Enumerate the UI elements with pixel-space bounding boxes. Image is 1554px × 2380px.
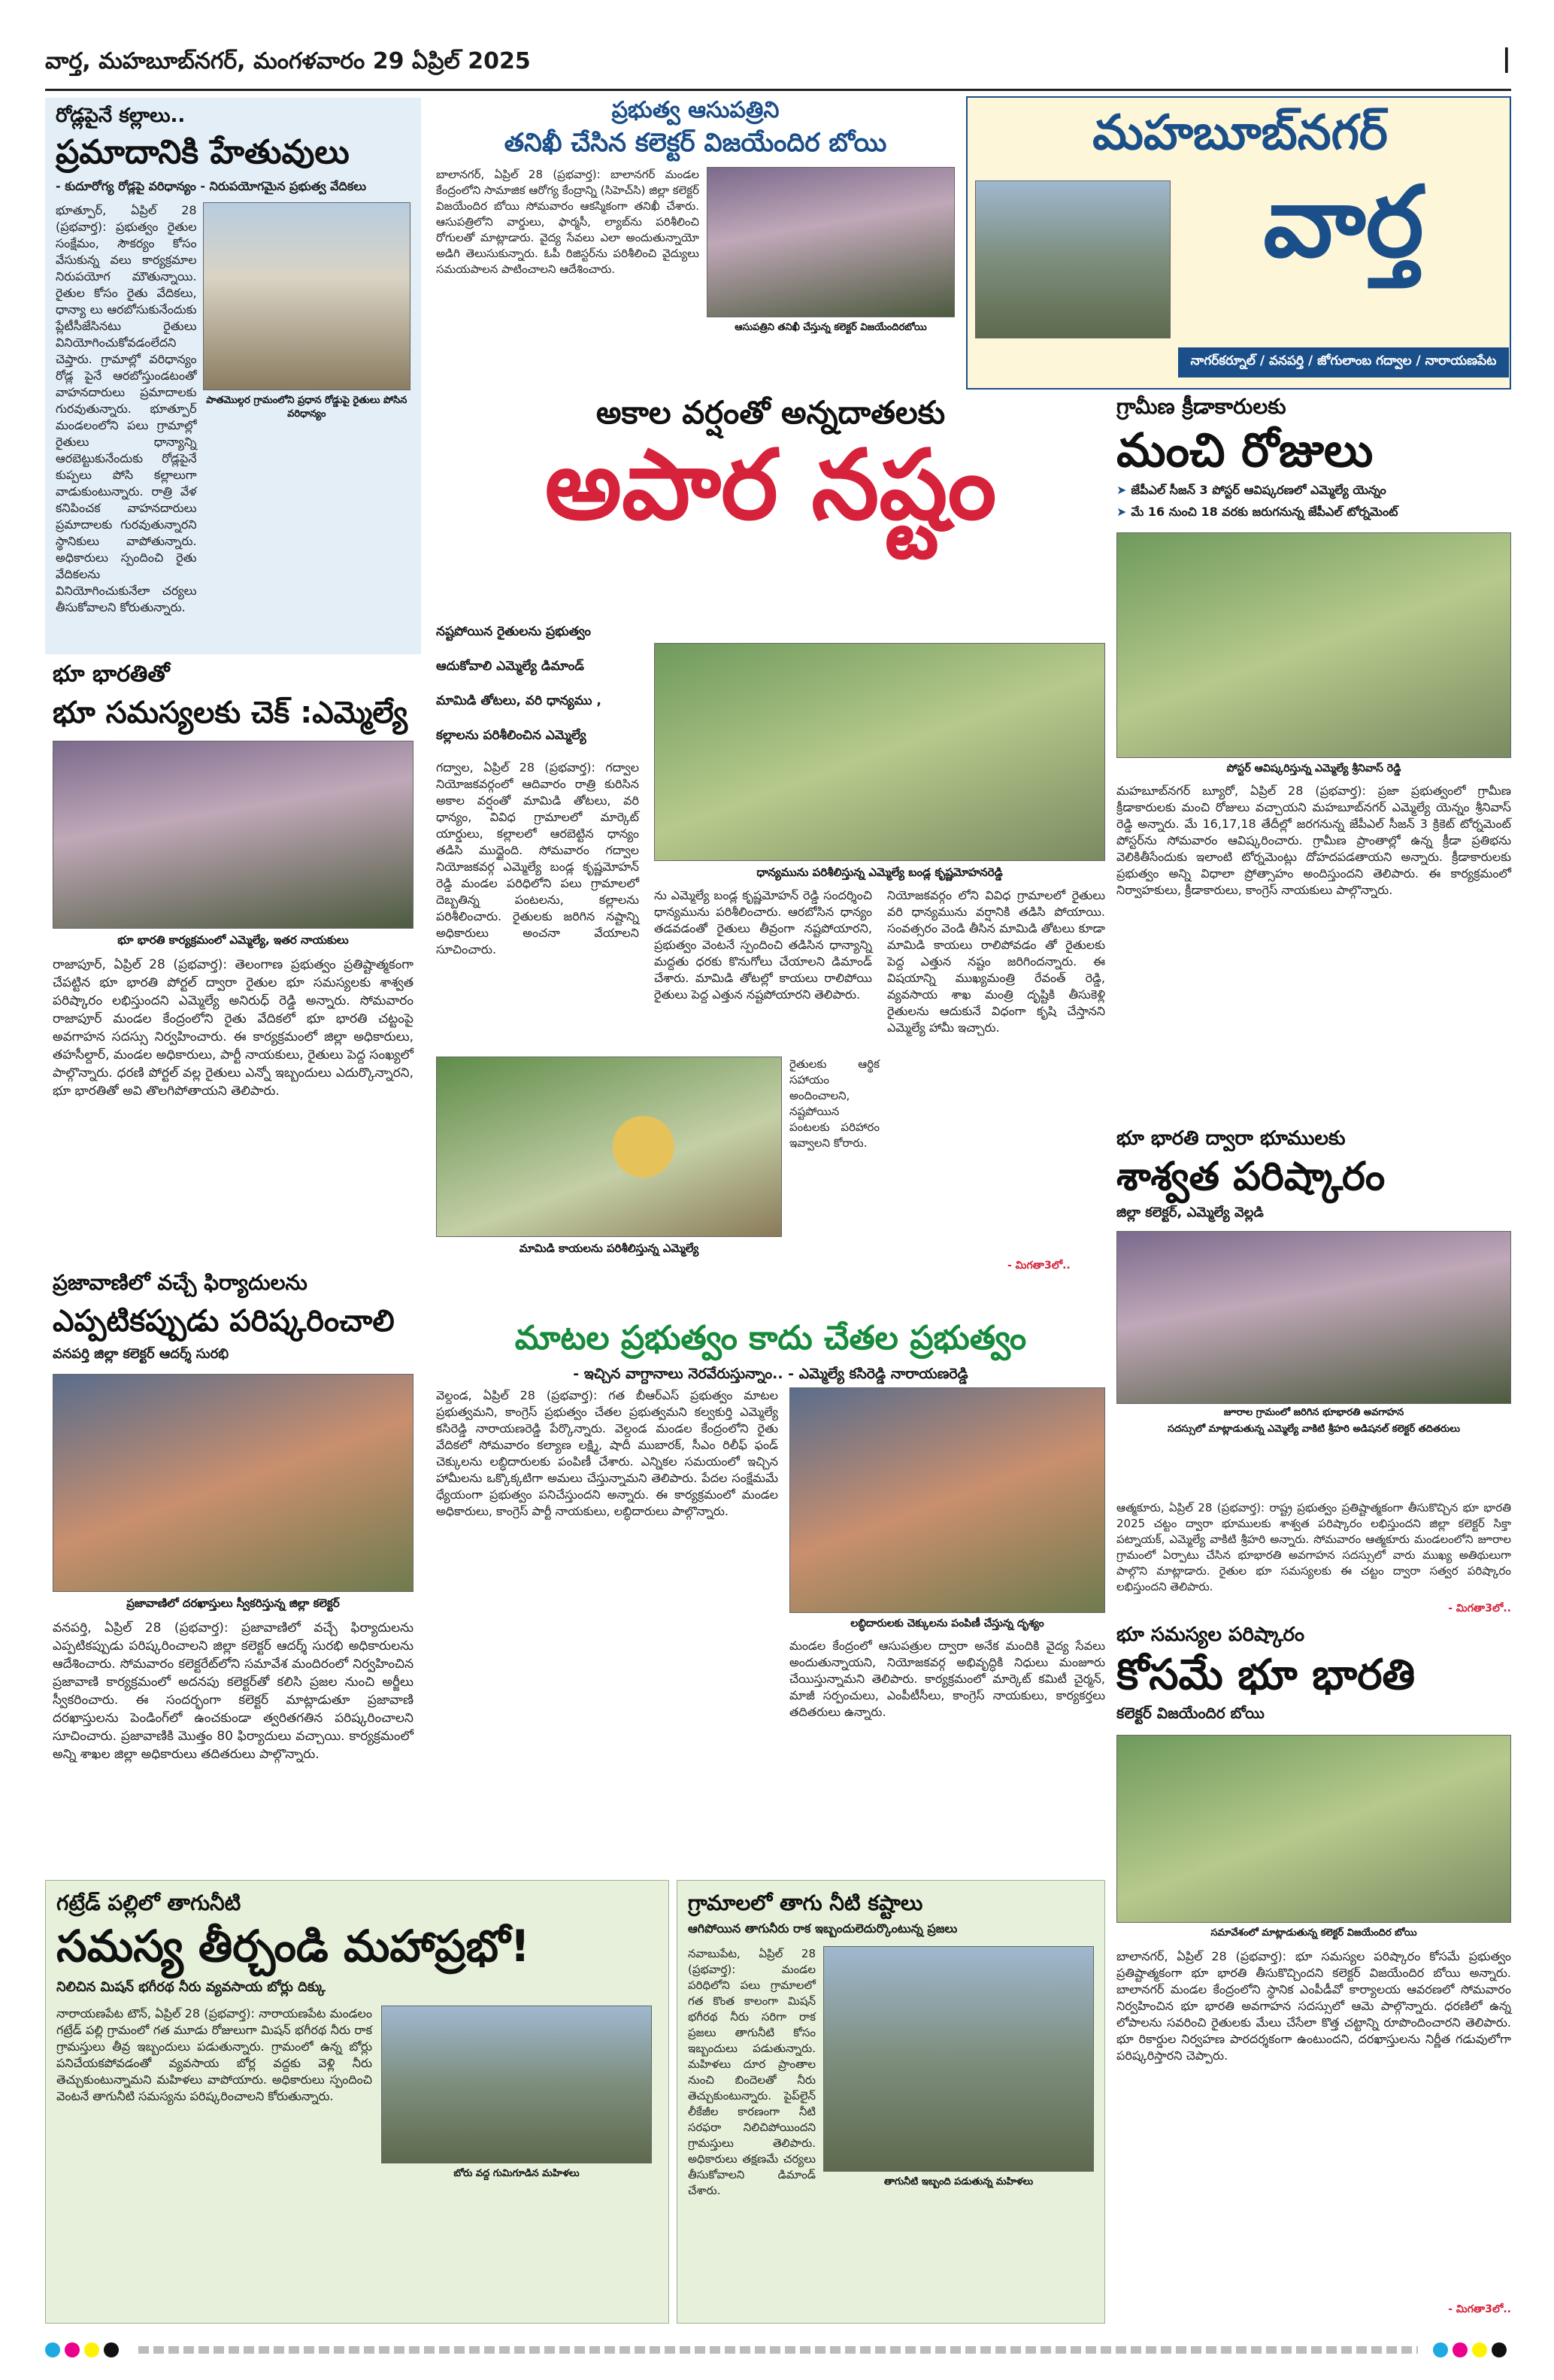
villages-photo	[823, 1946, 1094, 2172]
govt-photo	[789, 1387, 1105, 1613]
sports-bullet-1-text: జేపీఎల్ సీజన్ 3 పోస్టర్ ఆవిష్కరణలో ఎమ్మెల్యే యెన్నం	[1131, 483, 1386, 498]
permanent-body: ఆత్మకూరు, ఏప్రిల్ 28 (ప్రభవార్త): రాష్ట్ర ప్రభుత్వం ప్రతిష్టాత్మకంగా తీసుకొచ్చిన భూ భారతి 2025 చట్టం ద్వారా భూములకు శాశ్వత పరిష్కారం లభిస్తుందని జిల్లా కలెక్టర్ సిక్తా పట్నాయక్, ఎమ్మెల్యే వాకిటి శ్రీహరి అన్నారు. సోమవారం ఆత్మకూరు మండలంలోని జూరాల గ్రామంలో ఏర్పాటు చేసిన భూభారతి అవగాహన సదస్సులో వారు ముఖ్య అతిథులుగా పాల్గొని మాట్లాడారు. రైతుల భూ సమస్యలకు ఈ చట్టం ద్వారా సత్వర పరిష్కారం లభిస్తుందని తెలిపారు.	[1116, 1501, 1511, 1593]
roads-kicker: రోడ్లపైనే కల్లాలు..	[56, 105, 186, 127]
sports-photo	[1116, 532, 1511, 758]
bhubharati-caption: భూ భారతి కార్యక్రమంలో ఎమ్మెల్యే, ఇతర నాయకులు	[117, 932, 349, 947]
footer-bar	[45, 2339, 1511, 2361]
rain-body-1: గద్వాల, ఏప్రిల్ 28 (ప్రభవార్త): గద్వాల నియోజకవర్గంలో ఆదివారం రాత్రి కురిసిన అకాల వర్షంతో మామిడి తోటలు, వరి ధాన్యం, వివిధ గ్రామాలలో మార్కెట్ యార్డులు, కల్లాలలో ఆరబెట్టిన ధాన్యం తడిసి ముద్దైంది. సోమవారం గద్వాల నియోజకవర్గ ఎమ్మెల్యే బండ్ల కృష్ణమోహన్ రెడ్డి మండల పరిధిలోని పలు గ్రామాలలో దెబ్బతిన్న పంటలను, కల్లాలను పరిశీలించారు. రైతులకు జరిగిన నష్టాన్ని అధికారులు అంచనా వేయాలని సూచించారు.	[436, 760, 639, 957]
hospital-story	[436, 98, 955, 384]
govt-caption: లబ్ధిదారులకు చెక్కులను పంపిణీ చేస్తున్న దృశ్యం	[850, 1617, 1044, 1630]
roads-body: భూత్పూర్, ఏప్రిల్ 28 (ప్రభవార్త): ప్రభుత్వం రైతుల సంక్షేమం, సౌకర్యం కోసం వేసుకున్న వలు కార్యక్రమాల నిరుపయోగ మౌతున్నాయి. రైతుల కోసం రైతు వేదికలు, ధాన్యా లు ఆరబోసుకునేందుకు ప్లేటీసీజేసినటు రైతులు వినియోగించుకోవడంలేదని చెప్తారు. గ్రామాల్లో వరిధాన్యం రోడ్ల పైనే ఆరబోస్తుండటంతో వాహనదారులు ప్రమాదాలకు గురవుతున్నారు. భూత్పూర్ మండలంలోని పలు గ్రామాల్లో రైతులు ధాన్యాన్ని ఆరబెట్టుకునేందుకు రోడ్లపైనే కుప్పలు పోసి కల్లాలుగా వాడుకుంటున్నారు. రాత్రి వేళ కనిపించక వాహనదారులు ప్రమాదాలకు గురవుతున్నారని స్థానికులు వాపోతున్నారు. అధికారులు స్పందించి రైతు వేదికలను వినియోగించుకునేలా చర్యలు తీసుకోవాలని కోరుతున్నారు.	[56, 203, 197, 615]
prajavani-photo	[53, 1374, 413, 1592]
roads-photo	[203, 202, 410, 390]
roads-story	[45, 98, 421, 654]
sports-story	[1116, 395, 1511, 1132]
registration-dot-black	[104, 2342, 119, 2357]
kosame-caption: సమావేశంలో మాట్లాడుతున్న కలెక్టర్ విజయేందిర బోయి	[1210, 1927, 1417, 1939]
hospital-headline: తనిఖీ చేసిన కలెక్టర్ విజయేందిర బోయి	[504, 127, 887, 158]
sports-headline: మంచి రోజులు	[1116, 423, 1374, 478]
hospital-body: బాలానగర్, ఏప్రిల్ 28 (ప్రభవార్త): బాలానగర్ మండల కేంద్రంలోని సామాజిక ఆరోగ్య కేంద్రాన్ని (సిహెచ్‌సి) జిల్లా కలెక్టర్ విజయేందిర బోయి సోమవారం ఆకస్మికంగా తనిఖీ చేశారు. ఆసుపత్రిలోని వార్డులు, ఫార్మసీ, ల్యాబ్‌ను పరిశీలించి రోగులతో మాట్లాడారు. వైద్య సేవలు ఎలా అందుతున్నాయో అడిగి తెలుసుకున్నారు. ఓపీ రిజిస్టర్‌ను పరిశీలించి వైద్యులు సమయపాలన పాటించాలని ఆదేశించారు.	[436, 167, 699, 276]
permanent-caption-top: జూరాల గ్రామంలో జరిగిన భూభారతి అవగాహన	[1223, 1406, 1404, 1418]
permanent-subhead: జిల్లా కలెక్టర్, ఎమ్మెల్యే వెల్లడి	[1116, 1204, 1264, 1220]
permanent-photo	[1116, 1231, 1511, 1404]
bhubharati-body: రాజాపూర్, ఏప్రిల్ 28 (ప్రభవార్త): తెలంగాణ ప్రభుత్వం ప్రతిష్టాత్మకంగా చేపట్టిన భూ భారతి పోర్టల్ ద్వారా రైతుల భూ సమస్యలకు శాశ్వత పరిష్కారం లభిస్తుందని ఎమ్మెల్యే అనిరుధ్ రెడ్డి అన్నారు. సోమవారం రాజాపూర్ మండల కేంద్రంలోని రైతు వేదికలో భూ భారతి చట్టంపై అవగాహన సదస్సు నిర్వహించారు. ఈ కార్యక్రమంలో జిల్లా అధికారులు, తహసీల్దార్, మండల అధికారులు, పార్టీ నాయకులు, రైతులు పెద్ద సంఖ్యలో పాల్గొన్నారు. ధరణి పోర్టల్ వల్ల రైతులు ఎన్నో ఇబ్బందులు ఎదుర్కొన్నారని, భూ భారతితో అవి తొలగిపోతాయని తెలిపారు.	[53, 957, 413, 1099]
permanent-story	[1116, 1128, 1511, 1504]
hospital-caption: ఆసుపత్రిని తనిఖీ చేస్తున్న కలెక్టర్ విజయేందిరబోయి	[735, 321, 927, 333]
kosame-subhead: కలెక్టర్ విజయేందిర బోయి	[1116, 1704, 1265, 1723]
registration-dot-cyan	[1433, 2342, 1448, 2357]
sports-caption: పోస్టర్ ఆవిష్కరిస్తున్న ఎమ్మెల్యే శ్రీనివాస్ రెడ్డి	[1226, 763, 1401, 775]
dateline: వార్త, మహబూబ్‌నగర్, మంగళవారం 29 ఏప్రిల్ 2025	[45, 48, 531, 74]
rain-body-4: రైతులకు ఆర్థిక సహాయం అందించాలని, నష్టపోయిన పంటలకు పరిహారం ఇవ్వాలని కోరారు.	[789, 1057, 880, 1150]
sports-kicker: గ్రామీణ క్రీడాకారులకు	[1116, 394, 1286, 419]
permanent-kicker: భూ భారతి ద్వారా భూములకు	[1116, 1127, 1346, 1150]
gattred-subhead: నిలిచిన మిషన్ భగీరథ నీరు వ్యవసాయ బోర్లు దిక్కు	[56, 1978, 326, 1995]
rain-body-3: నియోజకవర్గం లోని వివిధ గ్రామాలలో రైతులు వరి ధాన్యమును వర్షానికి తడిసి పోయాయి. సంవత్సరం వెండి తీసిన మామిడి తోటలు కూడా మామిడి కాయలు రాలిపోవడం తో రైతులకు పెద్ద ఎత్తున నష్టం జరిగిందన్నారు. ఈ విషయాన్ని ముఖ్యమంత్రి రేవంత్ రెడ్డి, వ్యవసాయ శాఖ మంత్రి దృష్టికి తీసుకెళ్లి రైతులను ఆదుకునే విధంగా కృషి చేస్తానని ఎమ్మెల్యే హామీ ఇచ్చారు.	[887, 888, 1105, 1035]
villages-caption: తాగునీటి ఇబ్బంది పడుతున్న మహిళలు	[883, 2176, 1034, 2188]
roads-subhead: - కుదూరోగ్య రోడ్లపై వరిధాన్యం - నిరుపయోగమైన ప్రభుత్వ వేదికలు	[56, 179, 367, 194]
footer-rule	[138, 2346, 1418, 2354]
govt-body-2: మండల కేంద్రంలో ఆసుపత్రుల ద్వారా అనేక మందికి వైద్య సేవలు అందుతున్నాయని, నియోజకవర్గ అభివృద్ధికి నిధులు మంజూరు చేయిస్తున్నామని తెలిపారు. కార్యక్రమంలో మార్కెట్ కమిటీ చైర్మన్, మాజీ సర్పంచులు, ఎంపీటీసీలు, కాంగ్రెస్ నాయకులు, కార్యకర్తలు తదితరులు ఉన్నారు.	[789, 1639, 1105, 1719]
bullet-icon: ➤	[1116, 505, 1127, 520]
kosame-continued: - మిగతా3లో..	[1448, 2303, 1511, 2315]
bullet-icon: ➤	[1116, 483, 1127, 498]
rain-deck-1: నష్టపోయిన రైతులను ప్రభుత్వం	[436, 624, 591, 639]
color-registration-right	[1433, 2342, 1511, 2357]
rain-headline: అపార నష్టం	[544, 429, 997, 542]
kosame-headline: కోసమే భూ భారతి	[1116, 1650, 1416, 1699]
sports-body: మహబూబ్‌నగర్ బ్యూరో, ఏప్రిల్ 28 (ప్రభవార్త): ప్రజా ప్రభుత్వంలో గ్రామీణ క్రీడాకారులకు మంచి రోజులు వచ్చాయని మహబూబ్‌నగర్ ఎమ్మెల్యే యెన్నం శ్రీనివాస్ రెడ్డి అన్నారు. మే 16,17,18 తేదీల్లో జరగనున్న జేపీఎల్ సీజన్ 3 క్రికెట్ టోర్నమెంట్ పోస్టర్‌ను సోమవారం ఆవిష్కరించారు. గ్రామీణ ప్రాంతాల్లో ఉన్న క్రీడా ప్రతిభను వెలికితీసేందుకు ఇలాంటి టోర్నమెంట్లు దోహదపడతాయని అన్నారు. క్రీడాకారులకు ప్రభుత్వం అన్ని విధాలా ప్రోత్సాహం అందిస్తుందని తెలిపారు. ఈ కార్యక్రమంలో నిర్వాహకులు, క్రీడాకారులు, కాంగ్రెస్ నాయకులు పాల్గొన్నారు.	[1116, 784, 1511, 898]
prajavani-body: వనపర్తి, ఏప్రిల్ 28 (ప్రభవార్త): ప్రజావాణిలో వచ్చే ఫిర్యాదులను ఎప్పటికప్పుడు పరిష్కరించాలని జిల్లా కలెక్టర్ ఆదర్శ్ సురభి అధికారులను ఆదేశించారు. సోమవారం కలెక్టరేట్‌లోని సమావేశ మందిరంలో నిర్వహించిన ప్రజావాణి కార్యక్రమంలో అదనపు కలెక్టర్‌తో కలిసి ప్రజల నుంచి అర్జీలు స్వీకరించారు. ఈ సందర్భంగా కలెక్టర్ మాట్లాడుతూ ప్రజావాణి దరఖాస్తులను పెండింగ్‌లో ఉంచకుండా త్వరితగతిన పరిష్కరించాలని సూచించారు. ప్రజావాణికి మొత్తం 80 ఫిర్యాదులు వచ్చాయి. కార్యక్రమంలో అన్ని శాఖల జిల్లా అధికారులు తదితరులు పాల్గొన్నారు.	[53, 1621, 413, 1763]
govt-subhead: - ఇచ్చిన వాగ్దానాలు నెరవేరుస్తున్నాం.. - ఎమ్మెల్యే కసిరెడ్డి నారాయణరెడ్డి	[573, 1365, 968, 1382]
registration-dot-black	[1492, 2342, 1507, 2357]
gattred-kicker: గట్రేడ్ పల్లిలో తాగునీటి	[56, 1890, 241, 1915]
permanent-caption: సదస్సులో మాట్లాడుతున్న ఎమ్మెల్యే వాకిటి శ్రీహరి అడిషనల్ కలెక్టర్ తదితరులు	[1167, 1423, 1461, 1435]
rain-deck-4: కల్లాలను పరిశీలించిన ఎమ్మెల్యే	[436, 728, 586, 743]
villages-body: నవాబుపేట, ఏప్రిల్ 28 (ప్రభవార్త): మండల పరిధిలోని పలు గ్రామాలలో గత కొంత కాలంగా మిషన్ భగీరథ నీరు సరిగా రాక ప్రజలు తాగునీటి కోసం ఇబ్బందులు పడుతున్నారు. మహిళలు దూర ప్రాంతాల నుంచి బిందెలతో నీరు తెచ్చుకుంటున్నారు. పైప్‌లైన్ లీకేజీల కారణంగా నీటి సరఫరా నిలిచిపోయిందని గ్రామస్తులు తెలిపారు. అధికారులు తక్షణమే చర్యలు తీసుకోవాలని డిమాండ్ చేశారు.	[688, 1947, 816, 2198]
rain-caption-1: ధాన్యమును పరిశీలిస్తున్న ఎమ్మెల్యే బండ్ల కృష్ణమోహనరెడ్డి	[756, 866, 1003, 879]
rain-story	[436, 395, 1105, 1312]
permanent-body-wrap	[1116, 1500, 1511, 1617]
prajavani-headline: ఎప్పటికప్పుడు పరిష్కరించాలి	[53, 1304, 395, 1339]
kosame-kicker: భూ సమస్యల పరిష్కారం	[1116, 1624, 1305, 1646]
rain-kicker: అకాల వర్షంతో అన్నదాతలకు	[595, 394, 946, 431]
rain-photo-1	[654, 643, 1105, 861]
rain-body-2: ను ఎమ్మెల్యే బండ్ల కృష్ణమోహన్ రెడ్డి సందర్శించి ధాన్యమును పరిశీలించారు. ఆరబోసిన ధాన్యం తడవడంతో రైతులు తీవ్రంగా నష్టపోయారని, ప్రభుత్వం వెంటనే స్పందించి తడిసిన ధాన్యాన్ని మద్దతు ధరకు కొనుగోలు చేయాలని డిమాండ్ చేశారు. మామిడి తోటల్లో కాయలు రాలిపోయి రైతులు పెద్ద ఎత్తున నష్టపోయారని తెలిపారు.	[654, 888, 872, 1002]
rain-continued: - మిగతా3లో..	[1007, 1260, 1071, 1272]
villages-subhead: ఆగిపోయిన తాగునీరు రాక ఇబ్బందులెదుర్కొంటున్న ప్రజలు	[688, 1921, 958, 1936]
rain-deck-2: ఆదుకోవాలి ఎమ్మెల్యే డిమాండ్	[436, 659, 584, 674]
sports-bullet-2	[1116, 505, 1511, 522]
color-registration-left	[45, 2342, 123, 2357]
govt-body: వెల్దండ, ఏప్రిల్ 28 (ప్రభవార్త): గత బీఆర్ఎస్ ప్రభుత్వం మాటల ప్రభుత్వమని, కాంగ్రెస్ ప్రభుత్వం చేతల ప్రభుత్వమని కల్వకుర్తి ఎమ్మెల్యే కసిరెడ్డి నారాయణరెడ్డి పేర్కొన్నారు. వెల్దండ మండల కేంద్రంలోని రైతు వేదికలో సోమవారం కల్యాణ లక్ష్మి, షాదీ ముబారక్, సీఎం రిలీఫ్ ఫండ్ చెక్కులను లబ్ధిదారులకు పంపిణీ చేశారు. ఎన్నికల సమయంలో ఇచ్చిన హామీలను ఒక్కొక్కటిగా అమలు చేస్తున్నామని తెలిపారు. పేదల సంక్షేమమే ధ్యేయంగా ప్రభుత్వం పనిచేస్తుందని అన్నారు. ఈ కార్యక్రమంలో మండల అధికారులు, కాంగ్రెస్ పార్టీ నాయకులు, లబ్ధిదారులు పాల్గొన్నారు.	[436, 1388, 778, 1518]
page-header	[45, 42, 1511, 87]
registration-dot-magenta	[65, 2342, 80, 2357]
villages-story	[677, 1880, 1105, 2324]
sports-bullet-1	[1116, 483, 1511, 500]
roads-caption: పాతమొల్గర గ్రామంలోని ప్రధాన రోడ్డుపై రైతులు పోసిన వరిధాన్యం	[206, 395, 407, 420]
bhubharati-headline: భూ సమస్యలకు చెక్ :ఎమ్మెల్యే	[53, 695, 408, 730]
registration-dot-yellow	[84, 2342, 99, 2357]
kosame-body: బాలానగర్, ఏప్రిల్ 28 (ప్రభవార్త): భూ సమస్యల పరిష్కారం కోసమే ప్రభుత్వం ప్రతిష్టాత్మకంగా భూ భారతి తీసుకొచ్చిందని కలెక్టర్ విజయేందిర బోయి అన్నారు. బాలానగర్ మండల కేంద్రంలోని స్థానిక ఎంపీడీవో కార్యాలయ ఆవరణలో సోమవారం నిర్వహించిన భూ భారతి అవగాహన సదస్సులో ఆమె పాల్గొన్నారు. ధరణిలో ఉన్న లోపాలను సవరించి రైతులకు మేలు చేసేలా కొత్త చట్టాన్ని రూపొందించారని తెలిపారు. భూ రికార్డుల నిర్వహణ పారదర్శకంగా ఉంటుందని, దరఖాస్తులను నిర్ణీత గడువులోగా పరిష్కరిస్తారని చెప్పారు.	[1116, 1949, 1511, 2063]
kosame-story	[1116, 1624, 1511, 2324]
hospital-photo	[707, 167, 955, 317]
registration-dot-magenta	[1453, 2342, 1468, 2357]
gattred-body: నారాయణపేట టౌన్, ఏప్రిల్ 28 (ప్రభవార్త): నారాయణపేట మండలం గట్రేడ్ పల్లి గ్రామంలో గత మూడు రోజులుగా మిషన్ భగీరథ నీరు రాక గ్రామస్తులు తీవ్ర ఇబ్బందులు పడుతున్నారు. గ్రామంలో ఉన్న బోర్లు పనిచేయకపోవడంతో వ్యవసాయ బోర్ల వద్దకు వెళ్లి నీరు తెచ్చుకుంటున్నామని మహిళలు వాపోయారు. అధికారులు స్పందించి వెంటనే తాగునీటి సమస్యను పరిష్కరించాలని కోరుతున్నారు.	[56, 2006, 372, 2103]
prajavani-subhead: వనపర్తి జిల్లా కలెక్టర్ ఆదర్శ్ సురభి	[53, 1346, 229, 1363]
gattred-caption: బోరు వద్ద గుమిగూడిన మహిళలు	[453, 2167, 580, 2179]
page-marker: |	[1501, 44, 1511, 74]
masthead-title: మహబూబ్‌నగర్	[1092, 105, 1388, 161]
rain-photo-2	[436, 1057, 782, 1237]
govt-story	[436, 1320, 1105, 1869]
bhubharati-kicker: భూ భారతితో	[53, 661, 170, 687]
govt-headline: మాటల ప్రభుత్వం కాదు చేతల ప్రభుత్వం	[514, 1319, 1027, 1357]
registration-dot-cyan	[45, 2342, 60, 2357]
prajavani-caption: ప్రజావాణిలో దరఖాస్తులు స్వీకరిస్తున్న జిల్లా కలెక్టర్	[126, 1596, 340, 1611]
hospital-kicker: ప్రభుత్వ ఆసుపత్రిని	[611, 97, 780, 123]
masthead-brand: వార్త	[1263, 165, 1424, 279]
registration-dot-yellow	[1472, 2342, 1487, 2357]
permanent-continued: - మిగతా3లో..	[1448, 1602, 1511, 1614]
sports-bullet-2-text: మే 16 నుంచి 18 వరకు జరుగనున్న జేపీఎల్ టోర్నమెంట్	[1131, 505, 1398, 520]
prajavani-story	[45, 1271, 421, 1872]
rain-deck-3: మామిడి తోటలు, వరి ధాన్యము ,	[436, 693, 601, 708]
header-rule	[45, 89, 1511, 91]
bhubharati-story	[45, 662, 421, 1263]
gattred-story	[45, 1880, 669, 2324]
bhubharati-photo	[53, 741, 413, 929]
rain-caption-2: మామిడి కాయలను పరిశీలిస్తున్న ఎమ్మెల్యే	[519, 1242, 699, 1255]
roads-headline: ప్రమాదానికి హేతువులు	[56, 132, 350, 171]
masthead-districts: నాగర్‌కర్నూల్ / వనపర్తి / జోగులాంబ గద్వాల / నారాయణపేట	[1178, 347, 1509, 377]
masthead	[966, 96, 1511, 390]
gattred-headline: సమస్య తీర్చండి మహాప్రభో!	[56, 1921, 530, 1972]
gattred-photo	[381, 2006, 652, 2163]
masthead-photo	[975, 180, 1171, 338]
permanent-headline: శాశ్వత పరిష్కారం	[1116, 1154, 1386, 1199]
prajavani-kicker: ప్రజావాణిలో వచ్చే ఫిర్యాదులను	[53, 1270, 307, 1295]
kosame-photo	[1116, 1735, 1511, 1923]
villages-kicker: గ్రామాలలో తాగు నీటి కష్టాలు	[688, 1890, 923, 1915]
